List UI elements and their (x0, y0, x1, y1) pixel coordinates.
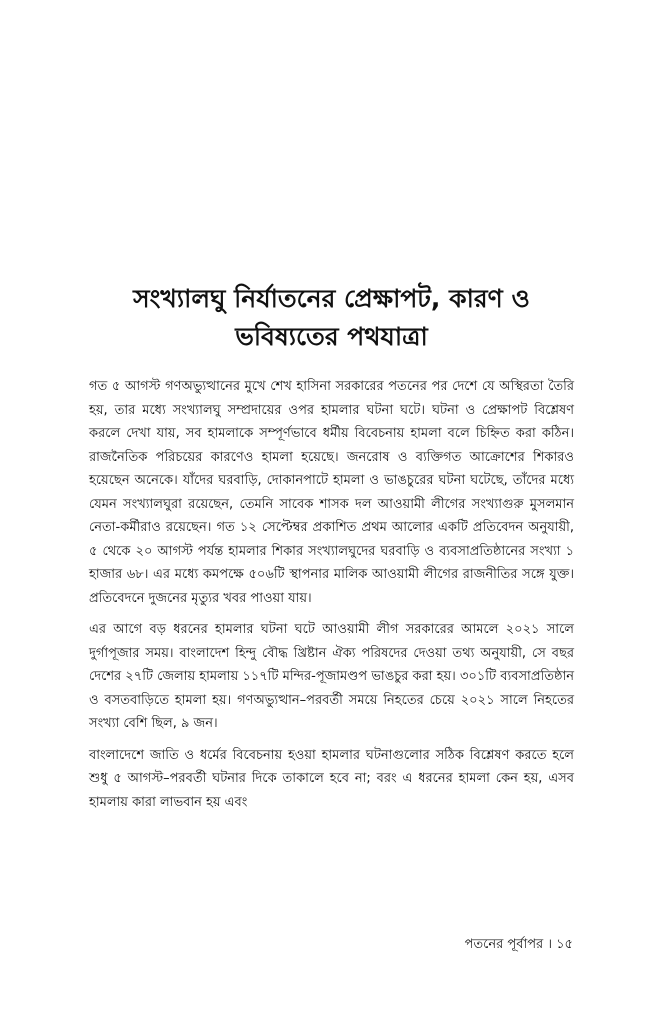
running-head-page-number: পতনের পূর্বাপর । ১৫ (464, 937, 573, 952)
paragraph: বাংলাদেশে জাতি ও ধর্মের বিবেচনায় হওয়া হামলার ঘটনাগুলোর সঠিক বিশ্লেষণ করতে হলে শুধু ৫ আগস্ট–পরবর্তী ঘটনার দিকে তাকালে হবে না; বরং এ ধরনের হামলা কেন হয়, এসব হামলায় কারা লাভবান হয় এবং (89, 747, 574, 810)
paragraph: গত ৫ আগস্ট গণঅভ্যুত্থানের মুখে শেখ হাসিনা সরকারের পতনের পর দেশে যে অস্থিরতা তৈরি হয়, তার মধ্যে সংখ্যালঘু সম্প্রদায়ের ওপর হামলার ঘটনা ঘটে। ঘটনা ও প্রেক্ষাপট বিশ্লেষণ করলে দেখা যায়, সব হামলাকে সম্পূর্ণভাবে ধর্মীয় বিবেচনায় হামলা বলে চিহ্নিত করা কঠিন। রাজনৈতিক পরিচয়ের কারণেও হামলা হয়েছে। জনরোষ ও ব্যক্তিগত আক্রোশের শিকারও হয়েছেন অনেকে। যাঁদের ঘরবাড়ি, দোকানপাটে হামলা ও ভাঙচুরের ঘটনা ঘটেছে, তাঁদের মধ্যে যেমন সংখ্যালঘুরা রয়েছেন, তেমনি সাবেক শাসক দল আওয়ামী লীগের সংখ্যাগুরু মুসলমান নেতা-কর্মীরাও রয়েছেন। গত ১২ সেপ্টেম্বর প্রকাশিত প্রথম আলোর একটি প্রতিবেদন অনুযায়ী, ৫ থেকে ২০ আগস্ট পর্যন্ত হামলার শিকার সংখ্যালঘুদের ঘরবাড়ি ও ব্যবসাপ্রতিষ্ঠানের সংখ্যা ১ হাজার ৬৮। এর মধ্যে কমপক্ষে ৫০৬টি স্থাপনার মালিক আওয়ামী লীগের রাজনীতির সঙ্গে যুক্ত। প্রতিবেদনে দুজনের মৃত্যুর খবর পাওয়া যায়। (89, 379, 574, 606)
chapter-title (60, 280, 603, 356)
chapter-title-line-2: ভবিষ্যতের পথযাত্রা (235, 322, 428, 351)
body-text (89, 375, 574, 822)
page-footer (465, 935, 573, 955)
paragraph: এর আগে বড় ধরনের হামলার ঘটনা ঘটে আওয়ামী লীগ সরকারের আমলে ২০২১ সালে দুর্গাপূজার সময়। বাংলাদেশ হিন্দু বৌদ্ধ খ্রিষ্টান ঐক্য পরিষদের দেওয়া তথ্য অনুযায়ী, সে বছর দেশের ২৭টি জেলায় হামলায় ১১৭টি মন্দির-পূজামণ্ডপ ভাঙচুর করা হয়। ৩০১টি ব্যবসাপ্রতিষ্ঠান ও বসতবাড়িতে হামলা হয়। গণঅভ্যুত্থান–পরবর্তী সময়ে নিহতের চেয়ে ২০২১ সালে নিহতের সংখ্যা বেশি ছিল, ৯ জন। (89, 622, 575, 731)
chapter-title-line-1: সংখ্যালঘু নির্যাতনের প্রেক্ষাপট, কারণ ও (133, 284, 530, 313)
